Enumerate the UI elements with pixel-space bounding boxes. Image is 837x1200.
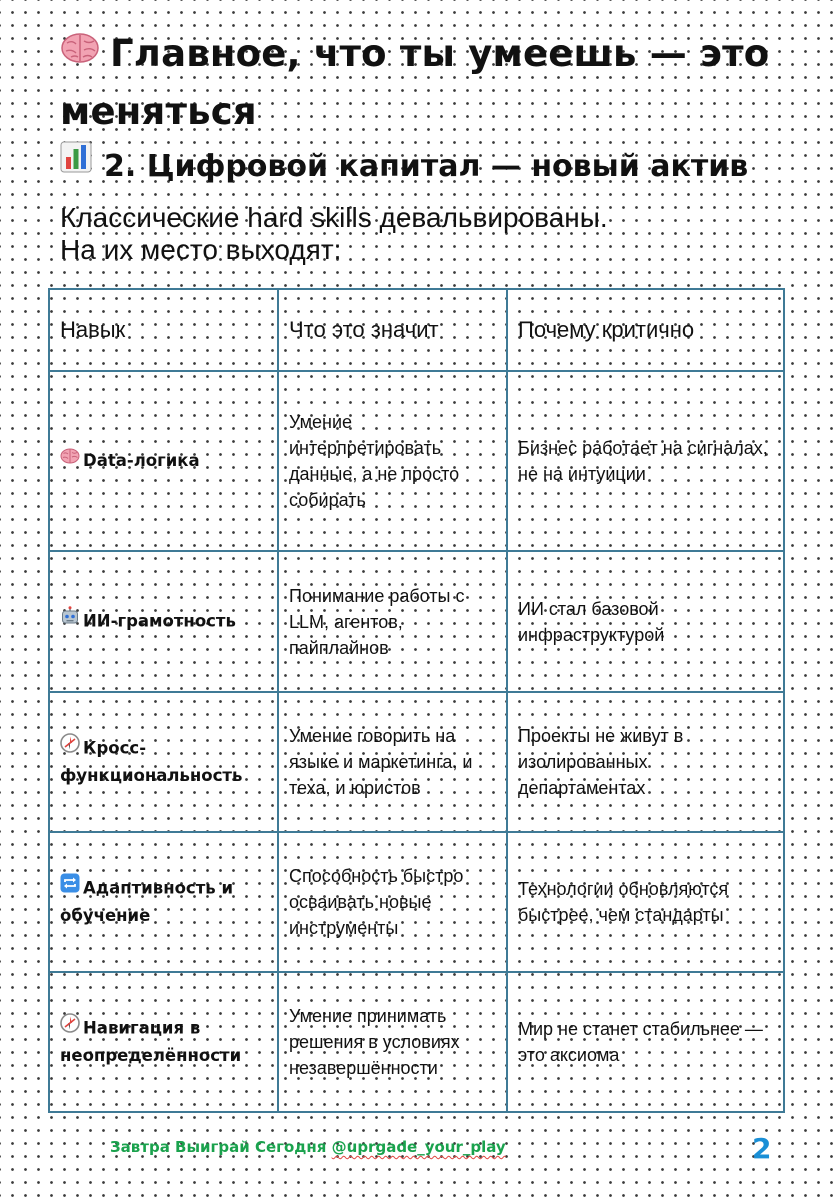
repeat-arrows-icon [60, 873, 80, 901]
bar-chart-icon [60, 139, 92, 189]
why-cell: ИИ стал базовой инфраструктурой [507, 551, 784, 692]
footer-handle[interactable]: @uprgade_your_play [331, 1138, 506, 1156]
skill-name: Кросс-функциональность [60, 738, 243, 785]
table-row [49, 692, 784, 832]
header-skill: Навык [49, 289, 278, 371]
section-heading-text: 2. Цифровой капитал — новый актив [104, 149, 749, 184]
why-cell: Технологии обновляются быстрее, чем стандарты [507, 832, 784, 972]
skill-cell [49, 972, 278, 1112]
meaning-cell: Умение говорить на языке и маркетинга, и теха, и юристов [278, 692, 507, 832]
footer-brand: Завтра Выиграй Сегодня [110, 1138, 332, 1156]
skill-name: Адаптивность и обучение [60, 878, 234, 925]
section-heading [60, 142, 820, 193]
intro-line-1: Классические hard skills девальвированы. [60, 202, 608, 233]
compass-icon [60, 1013, 80, 1041]
intro-text [60, 202, 820, 266]
header-why: Почему критично [507, 289, 784, 371]
compass-icon [60, 733, 80, 761]
skill-name: ИИ-грамотность [83, 611, 236, 630]
meaning-cell: Умение интерпретировать данные, а не просто собирать [278, 371, 507, 551]
skill-cell [49, 692, 278, 832]
intro-line-2: На их место выходят: [60, 234, 342, 265]
skill-cell [49, 551, 278, 692]
page-title [60, 26, 820, 140]
skill-name: Навигация в неопределённости [60, 1018, 242, 1065]
why-cell: Бизнес работает на сигналах, не на интуиции [507, 371, 784, 551]
table-row [49, 832, 784, 972]
page-title-text: Главное, что ты умеешь — это меняться [60, 32, 770, 133]
meaning-cell: Способность быстро осваивать новые инструменты [278, 832, 507, 972]
robot-icon [60, 606, 80, 634]
footer-credit [110, 1138, 506, 1156]
meaning-cell: Умение принимать решения в условиях незавершённости [278, 972, 507, 1112]
skill-cell [49, 371, 278, 551]
table-row [49, 551, 784, 692]
skill-name: Data-логика [83, 450, 200, 470]
table-row [49, 371, 784, 551]
brain-icon [60, 446, 80, 472]
table-header-row [49, 289, 784, 371]
skills-table [48, 288, 785, 1113]
table-row [49, 972, 784, 1112]
page-number: 2 [752, 1132, 772, 1165]
why-cell: Мир не станет стабильнее — это аксиома [507, 972, 784, 1112]
skill-cell [49, 832, 278, 972]
header-meaning: Что это значит [278, 289, 507, 371]
brain-icon [60, 24, 100, 80]
why-cell: Проекты не живут в изолированных департаментах [507, 692, 784, 832]
meaning-cell: Понимание работы с LLM, агентов, пайплайнов [278, 551, 507, 692]
